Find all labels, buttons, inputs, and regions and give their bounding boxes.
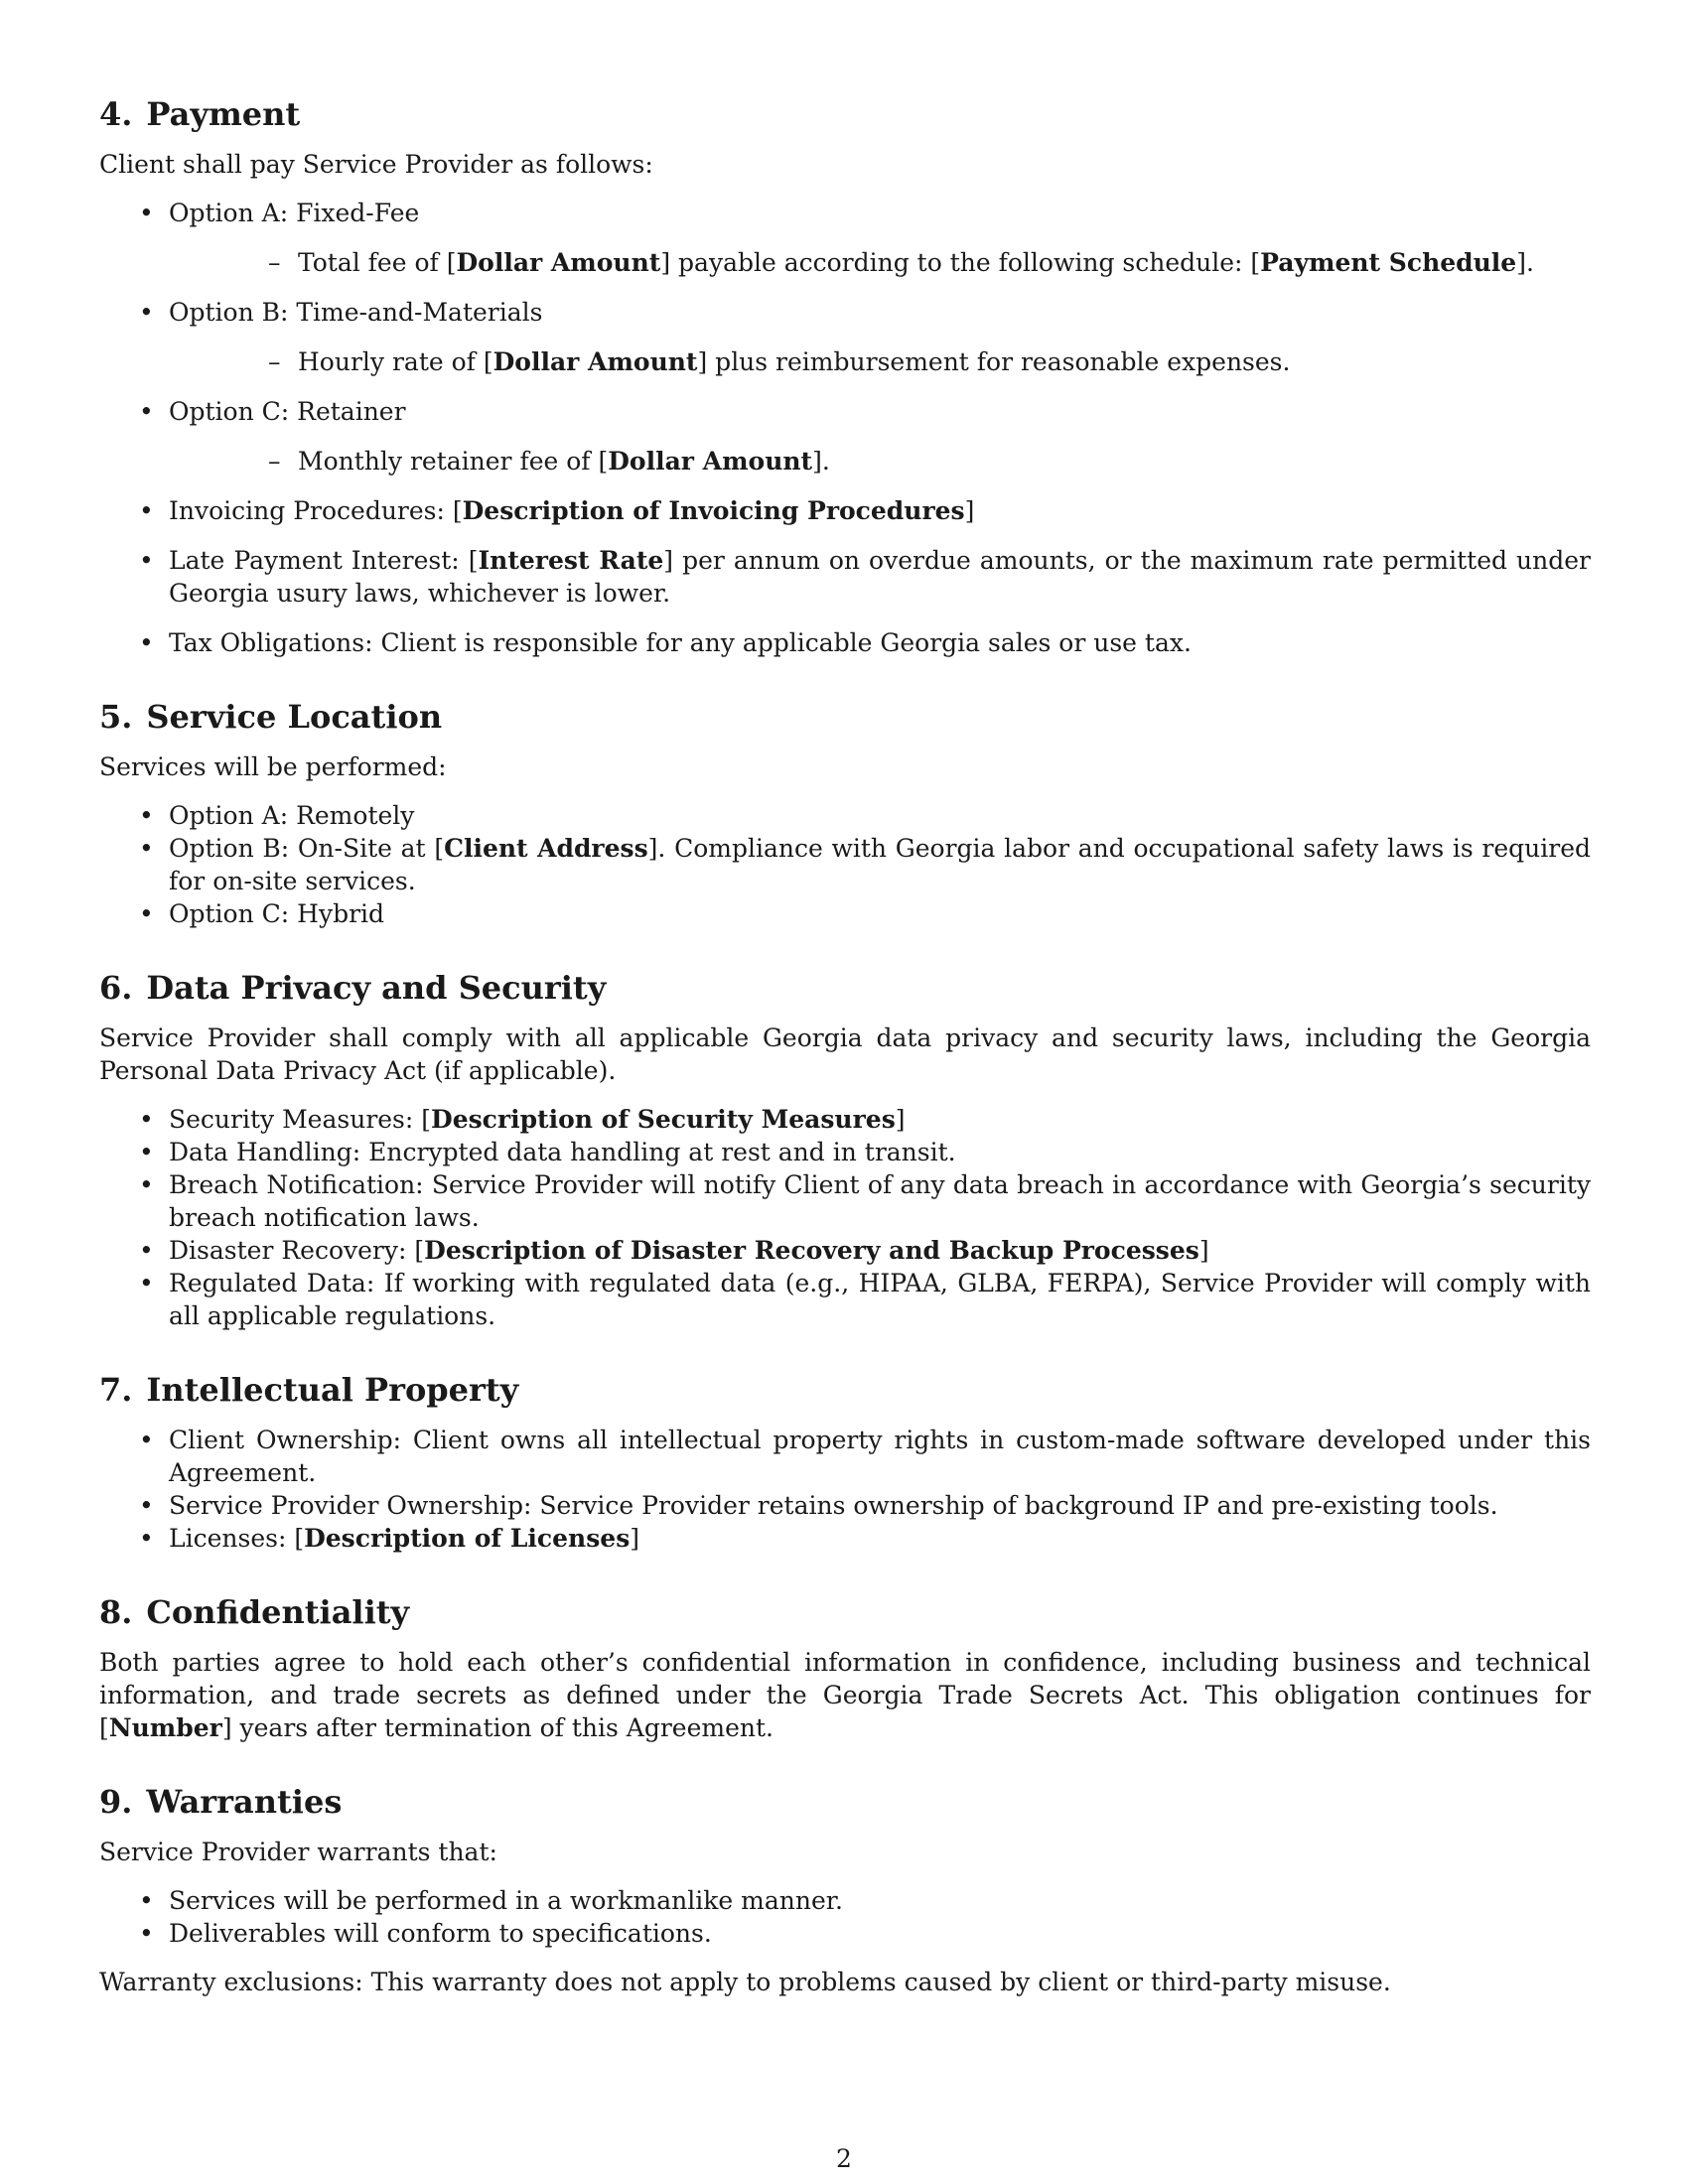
placeholder-field: Dollar Amount: [456, 248, 661, 277]
placeholder-field: Payment Schedule: [1260, 248, 1517, 277]
text: Both parties agree to hold each other’s confidential information in confidence, including business and technical information, and trade secrets as defined under the Georgia Trade Secrets Act. This obligation continues for [: [99, 1648, 1591, 1742]
text: ].: [812, 447, 830, 476]
text: Monthly retainer fee of [: [298, 447, 609, 476]
list-item: [99, 1103, 1591, 1136]
placeholder-field: Number: [108, 1713, 222, 1742]
document-page: [99, 94, 1591, 2036]
text: ]: [1198, 1236, 1209, 1265]
list-item: [99, 544, 1591, 610]
section-number: 9.: [99, 1783, 133, 1821]
placeholder-field: Description of Disaster Recovery and Backup Processes: [424, 1236, 1199, 1265]
list-item: • Option A: Remotely: [99, 799, 1591, 832]
sub-list: [169, 246, 1591, 279]
list-item: • Service Provider Ownership: Service Provider retains ownership of background IP and pre-existing tools.: [99, 1489, 1591, 1522]
paragraph: Warranty exclusions: This warranty does not apply to problems caused by client or third-party misuse.: [99, 1968, 1391, 1996]
text: Security Measures: [: [169, 1105, 432, 1134]
text: ] per annum on overdue amounts, or the maximum rate permitted under Georgia usury laws, whichever is lower.: [169, 546, 1591, 608]
list-item: [99, 494, 1591, 527]
section-number: 6.: [99, 969, 133, 1007]
section-title: Confidentiality: [146, 1593, 410, 1631]
paragraph: Client shall pay Service Provider as follows:: [99, 150, 653, 179]
text: Option B: On-Site at [: [169, 834, 445, 863]
section-heading: [99, 1370, 1591, 1410]
list-item: • Data Handling: Encrypted data handling at rest and in transit.: [99, 1136, 1591, 1168]
paragraph: Service Provider warrants that:: [99, 1838, 497, 1866]
placeholder-field: Dollar Amount: [608, 447, 813, 476]
placeholder-field: Description of Licenses: [304, 1524, 631, 1553]
list-item: • Regulated Data: If working with regulated data (e.g., HIPAA, GLBA, FERPA), Service Provider will comply with all applicable regulations.: [99, 1267, 1591, 1332]
ip-list: [99, 1424, 1591, 1555]
text: Disaster Recovery: [: [169, 1236, 425, 1265]
sub-list-item: [169, 246, 1591, 279]
text: Late Payment Interest: [: [169, 546, 479, 575]
text: Licenses: [: [169, 1524, 305, 1553]
section-confidentiality: [99, 1592, 1591, 1744]
section-number: 7.: [99, 1371, 133, 1409]
item-text: Option B: Time-and-Materials: [169, 298, 543, 327]
list-item: [99, 395, 1591, 478]
section-intellectual-property: [99, 1370, 1591, 1555]
payment-options-list: [99, 197, 1591, 659]
text: ] plus reimbursement for reasonable expenses.: [697, 347, 1291, 376]
section-number: 4.: [99, 95, 133, 133]
list-item: [99, 832, 1591, 897]
section-title: Warranties: [146, 1783, 343, 1821]
item-text: Option C: Retainer: [169, 397, 406, 426]
section-data-privacy: [99, 968, 1591, 1332]
paragraph: Service Provider shall comply with all applicable Georgia data privacy and security laws, including the Georgia Personal Data Privacy Act (if applicable).: [99, 1024, 1591, 1085]
list-item: • Option C: Hybrid: [99, 897, 1591, 930]
section-warranties: [99, 1782, 1591, 1998]
text: ]: [895, 1105, 906, 1134]
text: ]: [964, 496, 975, 525]
placeholder-field: Dollar Amount: [492, 347, 698, 376]
placeholder-field: Client Address: [444, 834, 648, 863]
list-item: • Breach Notification: Service Provider will notify Client of any data breach in accordance with Georgia’s security breach notification laws.: [99, 1168, 1591, 1234]
text: Invoicing Procedures: [: [169, 496, 463, 525]
section-title: Intellectual Property: [146, 1371, 519, 1409]
text: ]. Compliance with Georgia labor and occupational safety laws is required for on-site services.: [169, 834, 1592, 895]
section-title: Payment: [146, 95, 301, 133]
warranty-list: [99, 1884, 1591, 1950]
list-item: • Tax Obligations: Client is responsible for any applicable Georgia sales or use tax.: [99, 626, 1591, 659]
paragraph: Services will be performed:: [99, 752, 447, 781]
section-heading: [99, 968, 1591, 1008]
text: Hourly rate of [: [298, 347, 493, 376]
section-number: 5.: [99, 698, 133, 736]
text: ]: [630, 1524, 640, 1553]
section-heading: [99, 697, 1591, 737]
placeholder-field: Description of Invoicing Procedures: [462, 496, 965, 525]
section-heading: [99, 1782, 1591, 1822]
list-item: [99, 197, 1591, 279]
list-item: • Services will be performed in a workmanlike manner.: [99, 1884, 1591, 1917]
list-item: [99, 1522, 1591, 1555]
list-item: [99, 296, 1591, 378]
text: ].: [1516, 248, 1534, 277]
list-item: • Deliverables will conform to specifications.: [99, 1917, 1591, 1950]
sub-list: [169, 345, 1591, 378]
text: ] years after termination of this Agreement.: [221, 1713, 774, 1742]
section-number: 8.: [99, 1593, 133, 1631]
text: ] payable according to the following schedule: [: [660, 248, 1261, 277]
section-service-location: [99, 697, 1591, 930]
section-heading: [99, 94, 1591, 134]
item-text: Option A: Fixed-Fee: [169, 199, 420, 227]
section-heading: [99, 1592, 1591, 1632]
section-title: Service Location: [146, 698, 443, 736]
placeholder-field: Interest Rate: [478, 546, 664, 575]
privacy-list: [99, 1103, 1591, 1332]
placeholder-field: Description of Security Measures: [431, 1105, 896, 1134]
sub-list-item: [169, 445, 1591, 478]
section-title: Data Privacy and Security: [146, 969, 607, 1007]
sub-list: [169, 445, 1591, 478]
location-options-list: [99, 799, 1591, 930]
page-number: 2: [836, 2144, 852, 2173]
section-payment: [99, 94, 1591, 659]
paragraph: [99, 1646, 1591, 1744]
sub-list-item: [169, 345, 1591, 378]
list-item: [99, 1234, 1591, 1267]
text: Total fee of [: [298, 248, 457, 277]
list-item: • Client Ownership: Client owns all intellectual property rights in custom-made software developed under this Agreement.: [99, 1424, 1591, 1489]
